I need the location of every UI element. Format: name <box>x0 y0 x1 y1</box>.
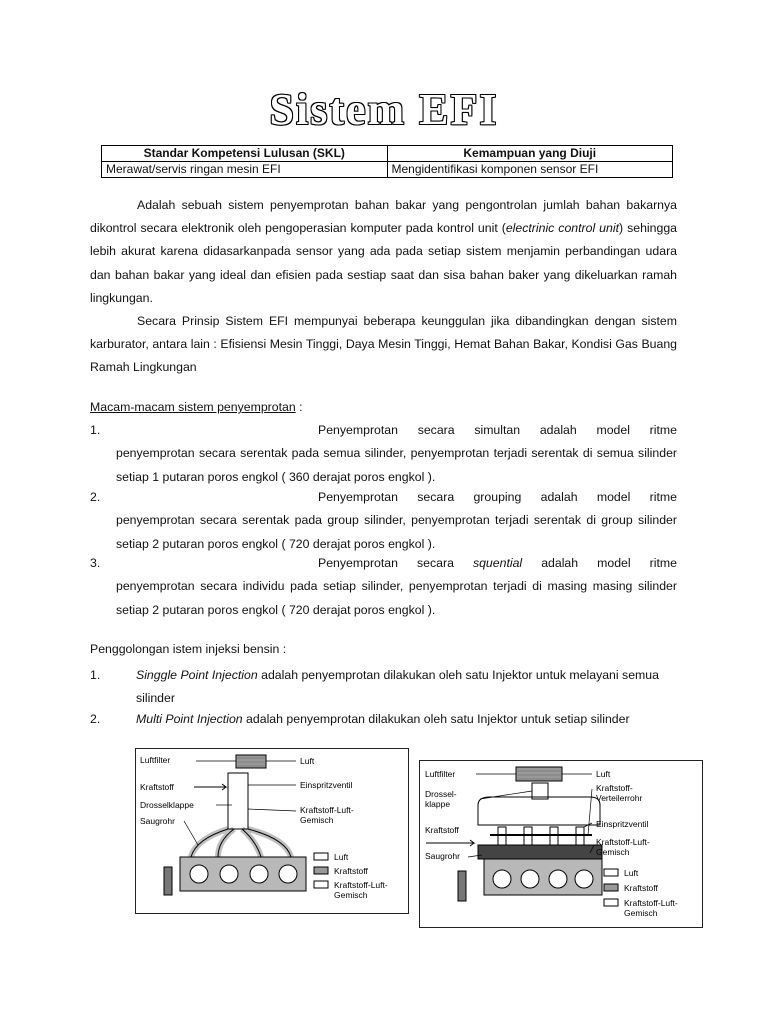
figure-label: Luft <box>300 756 315 766</box>
legend-label: Luft <box>334 852 349 862</box>
macam-heading <box>90 400 677 414</box>
figure-label: Luft <box>596 769 611 779</box>
figure-label: Saugrohr <box>140 816 175 826</box>
list-emphasis: Singgle Point Injection <box>136 668 258 682</box>
list-word: model <box>597 556 631 570</box>
list-word: adalah <box>539 423 577 437</box>
figure-label: Drossel- <box>425 789 457 799</box>
list-number: 2. <box>90 712 101 726</box>
macam-item-2 <box>90 486 677 556</box>
list-word: secara <box>417 556 454 570</box>
list-word: ritme <box>649 423 677 437</box>
legend-label: Gemisch <box>624 908 658 918</box>
list-word: secara <box>417 423 455 437</box>
figure-label: Gemisch <box>300 815 334 825</box>
list-item-text: adalah penyemprotan dilakukan oleh satu Injektor untuk melayani semua silinder <box>136 668 659 706</box>
list-item-text: penyemprotan secara individu pada setiap silinder, penyemprotan terjadi di masing masing silinder setiap 2 putaran poros engkol ( 720 derajat poros engkol ). <box>116 579 677 617</box>
legend-label: Kraftstoff-Luft- <box>334 880 388 890</box>
multi-point-figure <box>419 760 703 928</box>
single-point-diagram <box>136 749 408 913</box>
legend-label: Gemisch <box>334 890 368 900</box>
intro-text: Adalah sebuah sistem penyemprotan bahan bakar yang pengontrolan jumlah bahan bakarnya dikontrol secara elektronik oleh pengoperasian komputer pada kontrol unit ( <box>90 198 677 236</box>
figure-label: Kraftstoff <box>140 782 174 792</box>
multi-point-diagram <box>420 761 702 927</box>
intro-paragraph-2: Secara Prinsip Sistem EFI mempunyai beberapa keunggulan jika dibandingkan dengan sistem karburator, antara lain : Efisiensi Mesin Tinggi, Daya Mesin Tinggi, Hemat Bahan Bakar, Kondisi Gas Buang Ramah Lingkungan <box>90 314 677 375</box>
golongan-item-1 <box>90 664 677 711</box>
figure-label: Kraftstoff-Luft- <box>300 805 354 815</box>
single-point-figure <box>135 748 409 914</box>
list-word: Penyemprotan <box>318 490 398 504</box>
list-number: 2. <box>90 490 101 504</box>
macam-heading-colon: : <box>295 400 303 414</box>
figure-label: Einspritzventil <box>596 819 649 829</box>
figure-label: Drosselklappe <box>140 800 194 810</box>
figure-label: Saugrohr <box>425 851 460 861</box>
intro-paragraph-1 <box>90 194 677 310</box>
table-row <box>102 162 673 178</box>
intro-emphasis: electrinic control unit <box>505 221 620 236</box>
list-word: model <box>596 490 631 504</box>
table-header-row <box>102 146 673 162</box>
list-word: ritme <box>649 556 677 570</box>
list-item-text: penyemprotan secara serentak pada group silinder, penyemprotan terjadi serentak di group silinder setiap 2 putaran poros engkol ( 720 derajat poros engkol ). <box>116 513 677 551</box>
list-word: adalah <box>540 490 578 504</box>
list-word: simultan <box>474 423 521 437</box>
table-cell: Merawat/servis ringan mesin EFI <box>102 162 388 178</box>
figure-label: klappe <box>425 799 451 809</box>
legend-label: Kraftstoff-Luft- <box>624 898 678 908</box>
list-word: model <box>596 423 630 437</box>
macam-heading-text: Macam-macam sistem penyemprotan <box>90 400 296 414</box>
skl-table <box>101 145 673 178</box>
legend-label: Luft <box>624 868 639 878</box>
list-item-text: adalah penyemprotan dilakukan oleh satu Injektor untuk setiap silinder <box>242 712 630 726</box>
figure-label: Gemisch <box>596 847 630 857</box>
golongan-item-2 <box>90 708 677 731</box>
figure-label: Kraftstoff- <box>596 783 633 793</box>
table-header-cell: Standar Kompetensi Lulusan (SKL) <box>102 146 388 162</box>
list-word: secara <box>417 490 455 504</box>
list-word: squential <box>472 556 523 570</box>
list-word: ritme <box>649 490 677 504</box>
macam-item-1 <box>90 419 677 489</box>
list-word: grouping <box>473 490 522 504</box>
list-emphasis: Multi Point Injection <box>136 712 243 726</box>
intro-section <box>90 194 677 380</box>
figure-label: Kraftstoff <box>425 825 459 835</box>
throttle-body-shape <box>228 773 248 829</box>
list-word: Penyemprotan <box>318 423 398 437</box>
table-header-cell: Kemampuan yang Diuji <box>387 146 673 162</box>
page-title: Sistem EFI <box>269 85 499 134</box>
figure-label: Verteilerrohr <box>596 793 643 803</box>
list-number: 1. <box>90 423 101 437</box>
figure-label: Luftfilter <box>425 769 456 779</box>
golongan-heading: Penggolongan istem injeksi bensin : <box>90 642 287 656</box>
figure-label: Einspritzventil <box>300 780 353 790</box>
intro-text: ) sehingga lebih akurat karena didasarkanpada sensor yang ada pada setiap sistem menjamin perbandingan udara dan bahan bakar yang ideal dan efisien pada sestiap saat dan sisa bahan baker yang dikeluarkan ramah lingkungan. <box>90 221 677 305</box>
list-word: Penyemprotan <box>318 556 398 570</box>
macam-item-3 <box>90 552 677 622</box>
legend-label: Kraftstoff <box>334 866 368 876</box>
figure-label: Kraftstoff-Luft- <box>596 837 650 847</box>
list-number: 1. <box>90 668 101 682</box>
figure-label: Luftfilter <box>140 755 171 765</box>
table-cell: Mengidentifikasi komponen sensor EFI <box>387 162 673 178</box>
legend-label: Kraftstoff <box>624 883 658 893</box>
list-word: adalah <box>541 556 579 570</box>
list-number: 3. <box>90 556 101 570</box>
list-item-text: penyemprotan secara serentak pada semua silinder, penyemprotan terjadi serentak di semua silinder setiap 1 putaran poros engkol ( 360 derajat poros engkol ). <box>116 446 677 484</box>
